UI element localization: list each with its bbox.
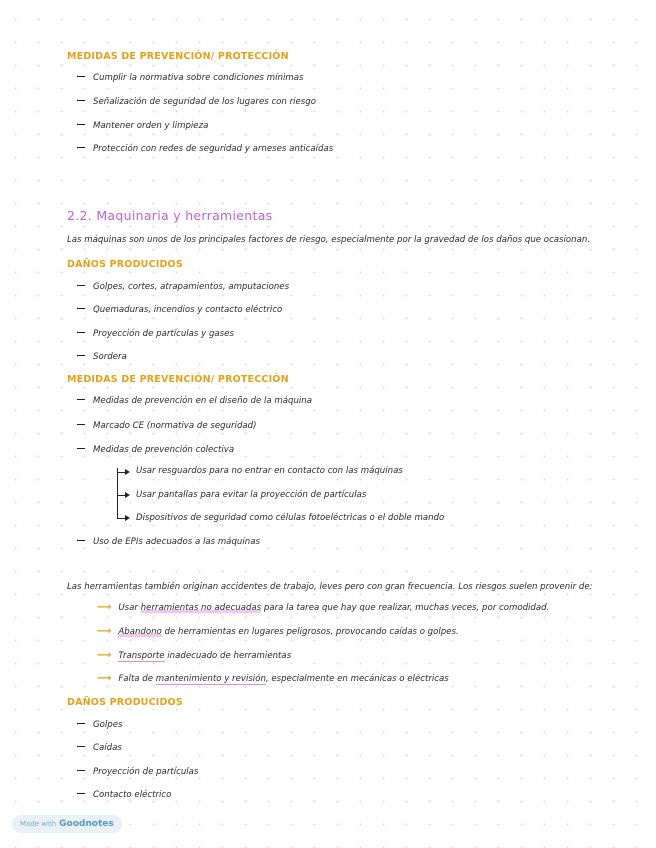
dash-bullet: [77, 124, 85, 126]
arrow-list-item: ⟶ Transporte inadecuado de herramientas: [97, 650, 292, 661]
highlighted-term: Abandono: [118, 627, 162, 637]
list-item-text: Uso de EPIs adecuados a las máquinas: [93, 537, 260, 547]
list-item-text: Marcado CE (normativa de seguridad): [93, 421, 257, 431]
dash-bullet: [77, 308, 85, 310]
arrow-icon: [125, 515, 130, 521]
dash-bullet: [77, 76, 85, 78]
dash-bullet: [77, 424, 85, 426]
list-item: [77, 790, 171, 800]
list-item: [77, 352, 127, 362]
list-item-text: Proyección de partículas: [93, 767, 199, 777]
list-item: [77, 445, 234, 455]
list-item: [77, 421, 256, 431]
list-item-text: Quemaduras, incendios y contacto eléctrico: [93, 305, 283, 315]
arrow-right-icon: ⟶: [97, 602, 112, 613]
list-item: [77, 396, 312, 406]
list-item-text: Señalización de seguridad de los lugares con riesgo: [93, 97, 316, 107]
section-heading-danos-2: DAÑOS PRODUCIDOS: [67, 697, 183, 708]
list-item-text: Mantener orden y limpieza: [93, 121, 209, 131]
list-item: [77, 144, 333, 154]
list-item: [77, 743, 122, 753]
arrow-right-icon: ⟶: [97, 626, 112, 637]
dash-bullet: [77, 770, 85, 772]
arrow-list-item: ⟶ Abandono de herramientas en lugares peligrosos, provocando caídas o golpes.: [97, 626, 459, 637]
sub-list-item: Usar resguardos para no entrar en contacto con las máquinas: [136, 466, 403, 476]
arrow-right-icon: ⟶: [97, 673, 112, 684]
list-item: [77, 329, 234, 339]
list-item: [77, 97, 316, 107]
herramientas-paragraph: Las herramientas también originan accidentes de trabajo, leves pero con gran frecuencia. Los riesgos suelen provenir de:: [67, 582, 593, 592]
dash-bullet: [77, 355, 85, 357]
made-with-badge[interactable]: [12, 815, 122, 833]
dash-bullet: [77, 448, 85, 450]
list-item: [77, 720, 123, 730]
highlighted-term: herramientas no adecuadas: [140, 603, 262, 613]
section-heading-medidas-1: MEDIDAS DE PREVENCIÓN/ PROTECCIÓN: [67, 51, 289, 62]
section-heading-danos: DAÑOS PRODUCIDOS: [67, 259, 183, 270]
sub-list-item: Usar pantallas para evitar la proyección de partículas: [136, 490, 367, 500]
dash-bullet: [77, 100, 85, 102]
arrow-list-item: ⟶ Usar herramientas no adecuadas para la tarea que hay que realizar, muchas veces, por comodidad.: [97, 602, 550, 613]
section-title: 2.2. Maquinaria y herramientas: [67, 208, 273, 223]
dash-bullet: [77, 285, 85, 287]
dash-bullet: [77, 723, 85, 725]
highlighted-term: mantenimiento y revisión: [155, 674, 266, 684]
list-item-text: Proyección de partículas y gases: [93, 329, 234, 339]
list-item-text: Protección con redes de seguridad y arneses anticaídas: [93, 144, 334, 154]
list-item: [77, 537, 260, 547]
intro-paragraph: Las máquinas son unos de los principales factores de riesgo, especialmente por la gravedad de los daños que ocasionan.: [67, 235, 591, 245]
list-item: [77, 73, 303, 83]
list-item-text: Medidas de prevención colectiva: [93, 445, 235, 455]
arrow-icon: [125, 492, 130, 498]
list-item: [77, 282, 289, 292]
list-item-text: Golpes, cortes, atrapamientos, amputaciones: [93, 282, 290, 292]
dash-bullet: [77, 540, 85, 542]
section-heading-medidas-2: MEDIDAS DE PREVENCIÓN/ PROTECCIÓN: [67, 374, 289, 385]
list-item-text: Golpes: [93, 720, 123, 730]
highlighted-term: Transporte: [118, 651, 165, 661]
list-item-text: Caídas: [93, 743, 122, 753]
dash-bullet: [77, 399, 85, 401]
arrow-right-icon: ⟶: [97, 650, 112, 661]
arrow-icon: [125, 469, 130, 475]
dash-bullet: [77, 746, 85, 748]
badge-label: Made with: [20, 820, 57, 828]
list-item-text: Contacto eléctrico: [93, 790, 172, 800]
list-item: [77, 121, 208, 131]
list-item-text: Cumplir la normativa sobre condiciones mínimas: [93, 73, 304, 83]
bracket-line: [117, 468, 118, 518]
list-item-text: Medidas de prevención en el diseño de la máquina: [93, 396, 313, 406]
list-item: [77, 305, 282, 315]
list-item: [77, 767, 198, 777]
dash-bullet: [77, 332, 85, 334]
badge-brand: Goodnotes: [59, 819, 114, 829]
dash-bullet: [77, 793, 85, 795]
arrow-list-item: ⟶ Falta de mantenimiento y revisión, especialmente en mecánicas o eléctricas: [97, 673, 449, 684]
sub-list-item: Dispositivos de seguridad como células fotoeléctricas o el doble mando: [136, 513, 445, 523]
dash-bullet: [77, 147, 85, 149]
list-item-text: Sordera: [93, 352, 127, 362]
